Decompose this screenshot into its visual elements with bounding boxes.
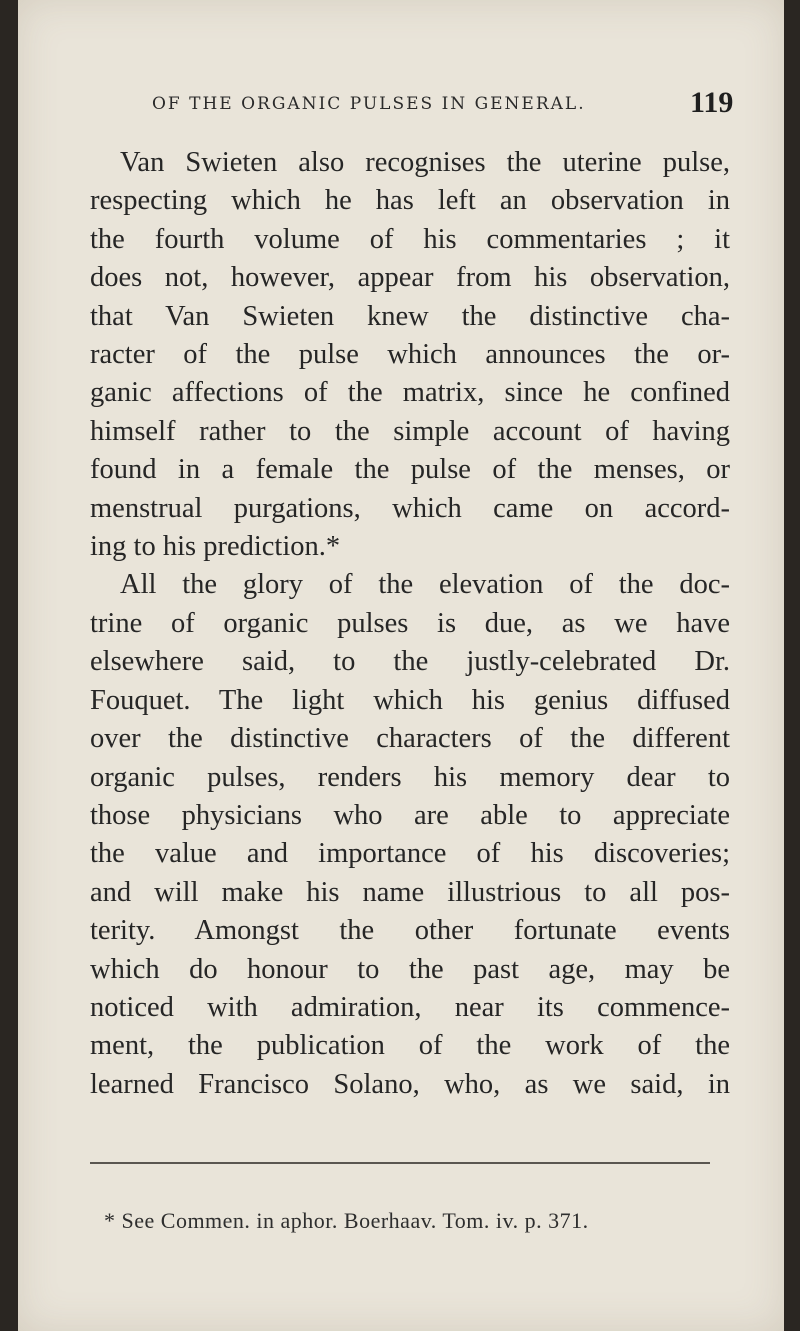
text-line: ganic affections of the matrix, since he confined bbox=[90, 377, 730, 409]
text-line: trine of organic pulses is due, as we have bbox=[90, 607, 730, 639]
running-head bbox=[18, 86, 784, 126]
footnote-divider bbox=[90, 1162, 710, 1164]
text-line: does not, however, appear from his observation, bbox=[90, 262, 730, 294]
text-line: that Van Swieten knew the distinctive cha- bbox=[90, 300, 730, 332]
text-line: those physicians who are able to appreciate bbox=[90, 799, 730, 831]
text-line: over the distinctive characters of the different bbox=[90, 723, 730, 755]
text-line: learned Francisco Solano, who, as we said, in bbox=[90, 1068, 730, 1100]
text-line: the fourth volume of his commentaries ; it bbox=[90, 223, 730, 255]
text-line: ment, the publication of the work of the bbox=[90, 1030, 730, 1062]
text-line: All the glory of the elevation of the doc- bbox=[120, 569, 730, 601]
body-text bbox=[90, 144, 730, 1104]
text-line: terity. Amongst the other fortunate events bbox=[90, 915, 730, 947]
text-line: organic pulses, renders his memory dear to bbox=[90, 761, 730, 793]
text-line: and will make his name illustrious to all pos- bbox=[90, 876, 730, 908]
text-line: racter of the pulse which announces the or- bbox=[90, 339, 730, 371]
text-line: respecting which he has left an observation in bbox=[90, 185, 730, 217]
text-line: Van Swieten also recognises the uterine pulse, bbox=[120, 147, 730, 178]
footnote: * See Commen. in aphor. Boerhaav. Tom. iv. p. 371. bbox=[104, 1208, 589, 1233]
text-line: himself rather to the simple account of having bbox=[90, 415, 730, 447]
text-line: ing to his prediction.* bbox=[90, 531, 341, 563]
running-title: OF THE ORGANIC PULSES IN GENERAL. bbox=[152, 94, 586, 114]
book-page bbox=[18, 0, 784, 1331]
text-line: found in a female the pulse of the menses, or bbox=[90, 454, 730, 486]
text-line: Fouquet. The light which his genius diffused bbox=[90, 684, 730, 716]
text-line: the value and importance of his discoveries; bbox=[90, 838, 730, 870]
text-line: noticed with admiration, near its commence- bbox=[90, 991, 730, 1023]
text-line: menstrual purgations, which came on accord- bbox=[90, 492, 730, 524]
text-line: elsewhere said, to the justly-celebrated Dr. bbox=[90, 646, 730, 678]
text-line: which do honour to the past age, may be bbox=[90, 953, 730, 985]
page-number: 119 bbox=[690, 86, 734, 119]
